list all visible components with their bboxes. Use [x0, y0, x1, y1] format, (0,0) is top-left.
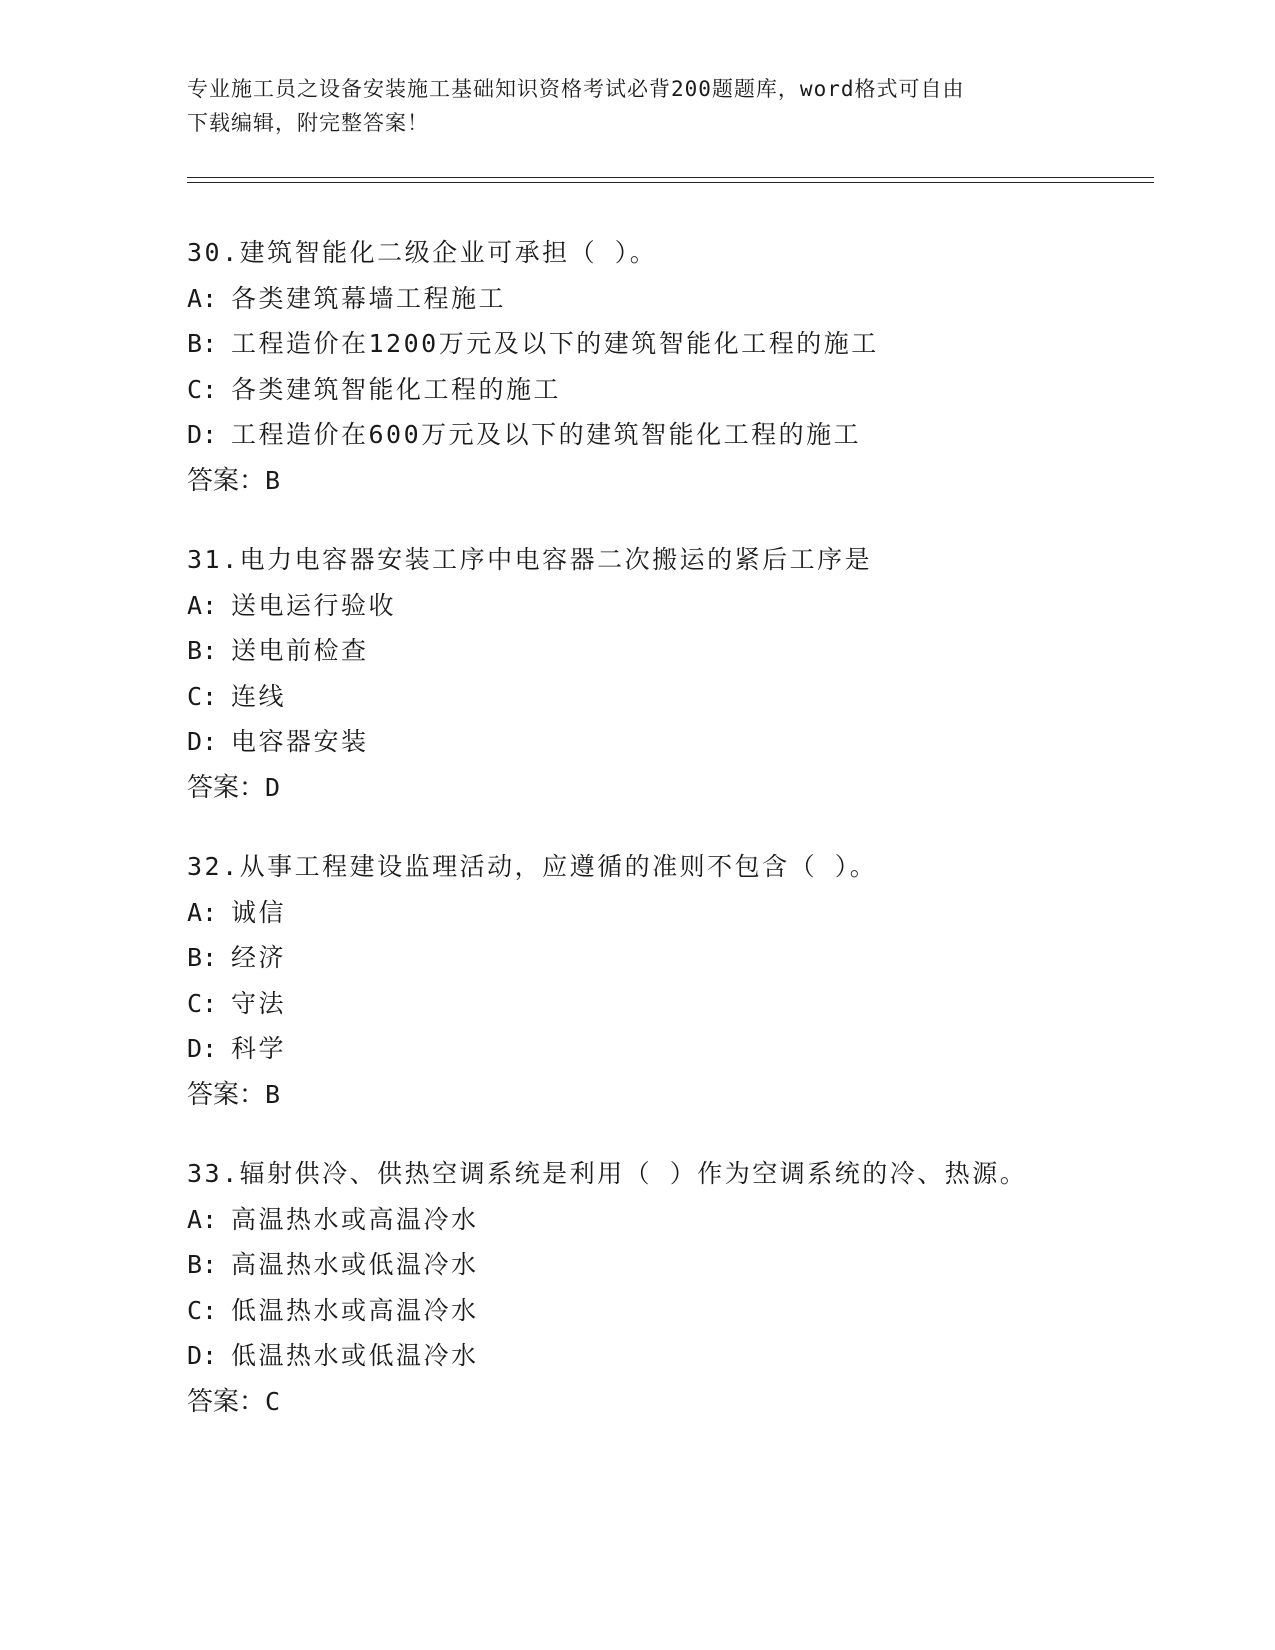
option-a [187, 890, 1147, 936]
document-header [187, 72, 1067, 140]
answer-line [187, 765, 1147, 811]
header-line-2: 下载编辑，附完整答案！ [187, 111, 429, 135]
option-key: B: [187, 943, 218, 972]
option-text: 送电运行验收 [231, 590, 397, 620]
option-text: 送电前检查 [231, 636, 369, 665]
question-title: 32.从事工程建设监理活动，应遵循的准则不包含（ ）。 [187, 852, 878, 881]
option-key: C: [187, 681, 218, 711]
option-text: 诚信 [231, 897, 287, 927]
answer-label: 答案： [187, 1079, 266, 1110]
option-key: D: [187, 1034, 218, 1063]
question-list [187, 230, 1147, 1458]
option-text: 高温热水或高温冷水 [231, 1204, 479, 1234]
option-text: 守法 [231, 988, 287, 1018]
answer-value: B [265, 1079, 281, 1109]
option-key: B: [187, 329, 218, 358]
option-text: 工程造价在600万元及以下的建筑智能化工程的施工 [231, 420, 862, 449]
option-text: 连线 [231, 681, 287, 711]
answer-line [187, 1072, 1147, 1118]
option-c [187, 1288, 1147, 1334]
answer-label: 答案： [187, 1386, 266, 1417]
question-31 [187, 537, 1147, 810]
option-a [187, 583, 1147, 629]
option-c [187, 981, 1147, 1027]
option-b [187, 628, 1147, 674]
option-key: D: [187, 420, 218, 449]
option-text: 电容器安装 [231, 727, 369, 756]
option-text: 高温热水或低温冷水 [231, 1250, 479, 1279]
option-key: D: [187, 1341, 218, 1370]
option-text: 经济 [231, 943, 287, 972]
question-title: 31.电力电容器安装工序中电容器二次搬运的紧后工序是 [187, 545, 873, 574]
option-key: D: [187, 727, 218, 756]
answer-line [187, 458, 1147, 504]
option-c [187, 674, 1147, 720]
option-key: C: [187, 1295, 218, 1325]
option-d [187, 719, 1147, 765]
option-a [187, 1197, 1147, 1243]
question-32 [187, 844, 1147, 1117]
answer-line [187, 1379, 1147, 1425]
option-text: 低温热水或高温冷水 [231, 1295, 479, 1325]
answer-label: 答案： [187, 465, 266, 496]
option-key: A: [187, 897, 218, 927]
question-title: 33.辐射供冷、供热空调系统是利用（ ）作为空调系统的冷、热源。 [187, 1159, 1028, 1188]
option-key: B: [187, 636, 218, 665]
question-33 [187, 1151, 1147, 1424]
option-key: C: [187, 374, 218, 404]
header-divider-bottom [187, 182, 1154, 183]
option-b [187, 321, 1147, 367]
option-text: 各类建筑幕墙工程施工 [231, 283, 507, 313]
option-b [187, 1242, 1147, 1288]
option-text: 各类建筑智能化工程的施工 [231, 374, 562, 404]
option-text: 科学 [231, 1034, 287, 1063]
answer-value: B [265, 465, 281, 495]
option-d [187, 1026, 1147, 1072]
option-d [187, 1333, 1147, 1379]
option-text: 工程造价在1200万元及以下的建筑智能化工程的施工 [231, 329, 879, 358]
option-key: A: [187, 1204, 218, 1234]
answer-label: 答案： [187, 772, 266, 803]
answer-value: C [265, 1386, 281, 1416]
option-key: A: [187, 283, 218, 313]
answer-value: D [265, 772, 281, 802]
option-key: B: [187, 1250, 218, 1279]
header-divider-top [187, 177, 1154, 178]
option-a [187, 276, 1147, 322]
option-key: A: [187, 590, 218, 620]
option-b [187, 935, 1147, 981]
option-d [187, 412, 1147, 458]
option-c [187, 367, 1147, 413]
question-30 [187, 230, 1147, 503]
option-text: 低温热水或低温冷水 [231, 1341, 479, 1370]
question-title: 30.建筑智能化二级企业可承担（ ）。 [187, 238, 658, 267]
option-key: C: [187, 988, 218, 1018]
header-line-1: 专业施工员之设备安装施工基础知识资格考试必背200题题库，word格式可自由 [187, 77, 965, 101]
